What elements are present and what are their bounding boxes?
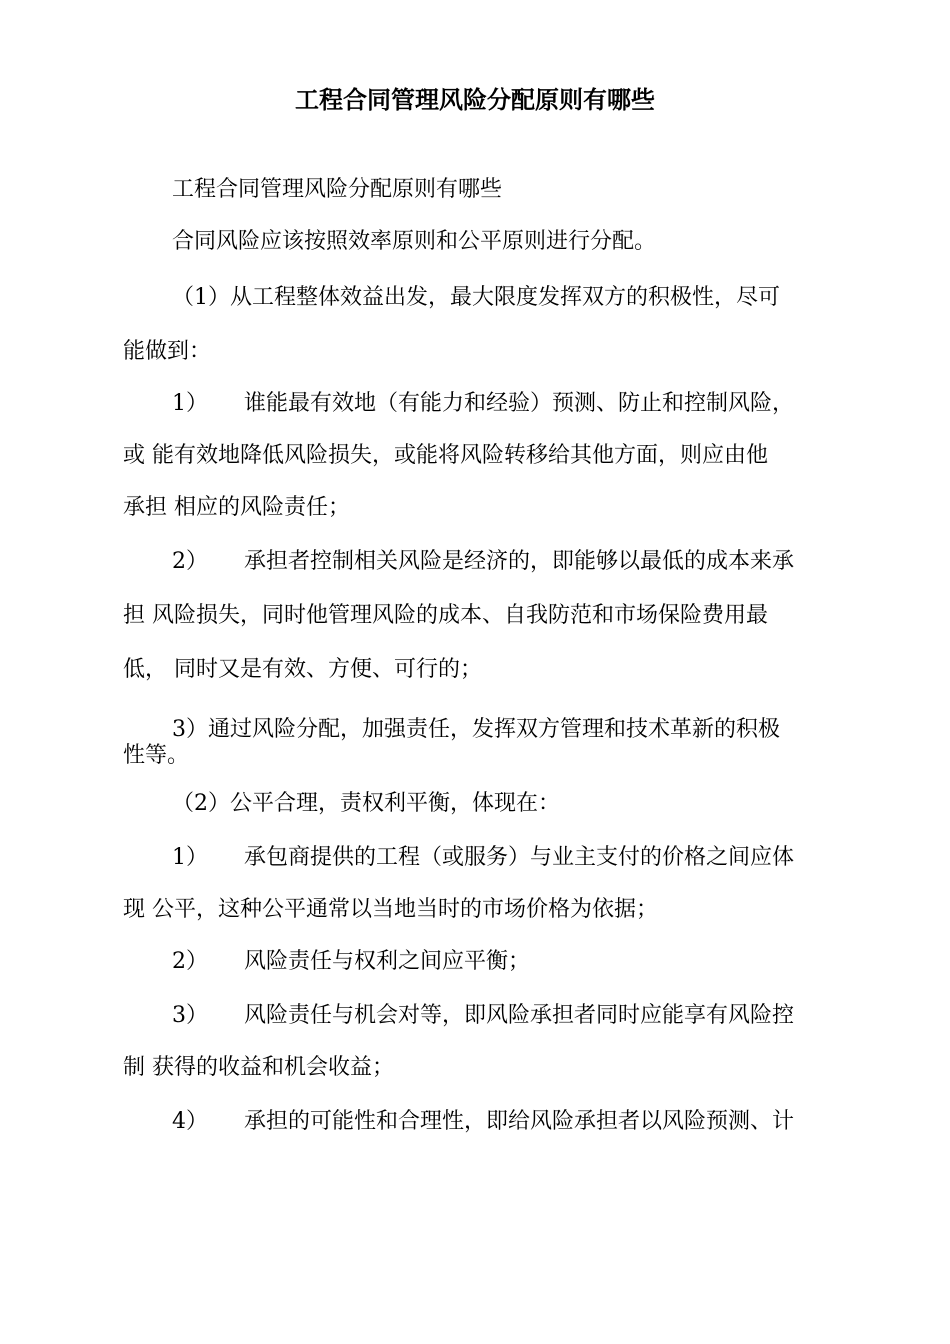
item-2-3 (172, 1000, 842, 1032)
paragraph-intro: 合同风险应该按照效率原则和公平原则进行分配。 (172, 229, 657, 254)
item-number: 3） (172, 1003, 208, 1028)
paragraph-principle-1: （1）从工程整体效益出发，最大限度发挥双方的积极性，尽可 (172, 285, 780, 310)
item-1-2 (172, 546, 842, 578)
item-2-2 (172, 946, 842, 978)
item-number: 4） (172, 1109, 208, 1134)
item-1-2-cont-2: 低， 同时又是有效、方便、可行的； (123, 657, 482, 682)
item-1-2-cont: 担 风险损失，同时他管理风险的成本、自我防范和市场保险费用最 (123, 603, 768, 628)
item-1-1-cont-2: 承担 相应的风险责任； (123, 495, 350, 520)
item-text: 谁能最有效地（有能力和经验）预测、防止和控制风险， (244, 391, 795, 416)
item-text: 风险责任与权利之间应平衡； (244, 949, 531, 974)
item-1-3-cont: 性等。 (123, 743, 190, 768)
item-text: 承担者控制相关风险是经济的，即能够以最低的成本来承 (244, 549, 795, 574)
item-number: 2） (172, 549, 208, 574)
document-title: 工程合同管理风险分配原则有哪些 (295, 85, 655, 114)
item-1-3: 3）通过风险分配，加强责任，发挥双方管理和技术革新的积极 (172, 717, 780, 742)
paragraph-subtitle: 工程合同管理风险分配原则有哪些 (172, 177, 503, 202)
item-text: 风险责任与机会对等，即风险承担者同时应能享有风险控 (244, 1003, 795, 1028)
item-1-1 (172, 388, 842, 420)
paragraph-principle-1-cont: 能做到： (123, 339, 212, 364)
item-text: 承担的可能性和合理性，即给风险承担者以风险预测、计 (244, 1109, 795, 1134)
item-2-1 (172, 842, 842, 874)
item-2-4 (172, 1106, 842, 1138)
item-2-1-cont: 现 公平，这种公平通常以当地当时的市场价格为依据； (123, 897, 658, 922)
item-number: 2） (172, 949, 208, 974)
item-2-3-cont: 制 获得的收益和机会收益； (123, 1055, 394, 1080)
paragraph-principle-2: （2）公平合理，责权利平衡，体现在： (172, 791, 560, 816)
item-1-1-cont: 或 能有效地降低风险损失，或能将风险转移给其他方面，则应由他 (123, 443, 768, 468)
item-text: 承包商提供的工程（或服务）与业主支付的价格之间应体 (244, 845, 795, 870)
item-number: 1） (172, 845, 208, 870)
item-number: 1） (172, 391, 208, 416)
